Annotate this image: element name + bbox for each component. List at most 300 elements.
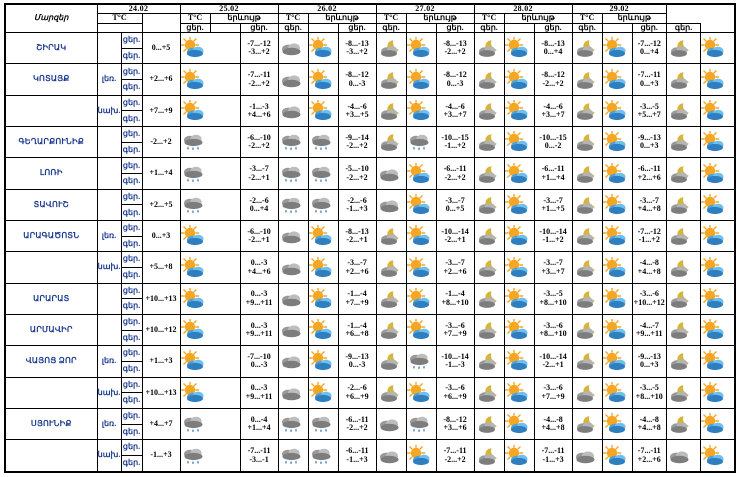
icon-day-2 — [406, 377, 436, 408]
temp-range-5: -7...-12 0...+4 — [632, 33, 666, 64]
icon-day-4 — [602, 314, 632, 345]
row-label-day: ցեր. — [121, 33, 142, 49]
icon-night-5 — [666, 158, 700, 189]
temp-range-2: -1...-4 +7...+9 — [338, 283, 376, 314]
region-subzone: լեռ. — [97, 221, 121, 252]
temp-header-4: T°C — [474, 14, 504, 23]
icon-day-1 — [308, 64, 338, 95]
icon-day0 — [180, 314, 240, 345]
region-subzone: լեռ. — [97, 346, 121, 377]
temp-range-4: -7...-11 -1...+3 — [534, 440, 572, 472]
icon-night-2 — [376, 283, 406, 314]
icon-night-2 — [376, 314, 406, 345]
icon-day-4 — [602, 64, 632, 95]
icon-day-1 — [308, 408, 338, 439]
table-row — [5, 252, 735, 268]
icon-day-1 — [308, 283, 338, 314]
icon-day-2 — [406, 221, 436, 252]
icon-night-3 — [474, 283, 504, 314]
temp-range-4: -3...-5 +8...+10 — [534, 283, 572, 314]
spacer-temp-3 — [406, 23, 436, 32]
icon-night-1 — [278, 408, 308, 439]
row-label-night: գեր. — [121, 268, 142, 284]
icon-night-4 — [572, 158, 602, 189]
temp-range-2: -9...-13 0...-3 — [338, 346, 376, 377]
icon-night-3 — [474, 346, 504, 377]
day-header-4: 28.02 — [474, 4, 572, 14]
temp-range-3: -10...-14 -2...+1 — [436, 221, 474, 252]
row-label-day: ցեր. — [121, 221, 142, 237]
spacer-temp-5 — [602, 23, 632, 32]
icon-night-4 — [572, 33, 602, 64]
temp-range-4: -3...-7 +3...+7 — [534, 252, 572, 283]
icon-day-3 — [504, 252, 534, 283]
icon-night-3 — [474, 189, 504, 220]
icon-night-4 — [572, 221, 602, 252]
temp-range-2: -6...-11 -2...+2 — [338, 408, 376, 439]
row-label-night: գեր. — [121, 299, 142, 315]
temp-range-1: 0...-3 +4...+6 — [240, 252, 278, 283]
row-label-night: գեր. — [121, 236, 142, 252]
icon-day0 — [180, 377, 240, 408]
temp-day0: +10...+12 — [142, 314, 180, 345]
icon-night-3 — [474, 64, 504, 95]
spacer-temp-2 — [308, 23, 338, 32]
temp-day0: +1...+4 — [142, 158, 180, 189]
icon-day-5 — [701, 33, 735, 64]
temp-range-5: -3...-5 +5...+7 — [632, 95, 666, 126]
temp-range-4: -10...-14 -2...+1 — [534, 346, 572, 377]
temp-range-1: -7...-10 0...-3 — [240, 346, 278, 377]
temp-range-4: -4...-8 +4...+8 — [534, 408, 572, 439]
icon-day-4 — [602, 33, 632, 64]
temp-range-1: -7...-12 -3...+2 — [240, 33, 278, 64]
row-label-day: ցեր. — [121, 314, 142, 330]
row-label-night: գեր. — [121, 455, 142, 472]
time-night-4: գեր. — [572, 23, 602, 32]
icon-day-2 — [406, 408, 436, 439]
table-row — [5, 283, 735, 299]
icon-day-3 — [504, 283, 534, 314]
icon-night-3 — [474, 221, 504, 252]
icon-night-5 — [666, 252, 700, 283]
icon-night-3 — [474, 33, 504, 64]
row-label-day: ցեր. — [121, 377, 142, 393]
icon-day0 — [180, 33, 240, 64]
icon-day-2 — [406, 127, 436, 158]
icon-day-5 — [701, 408, 735, 439]
icon-night-3 — [474, 408, 504, 439]
icon-night-2 — [376, 377, 406, 408]
time-day-2: ցեր. — [338, 23, 376, 32]
icon-night-3 — [474, 127, 504, 158]
temp-range-4: -3...-6 +7...+9 — [534, 377, 572, 408]
icon-day-4 — [602, 377, 632, 408]
table-row — [5, 221, 735, 237]
weather-forecast-table — [4, 3, 736, 473]
icon-day-4 — [602, 221, 632, 252]
temp-header-0: T°C — [97, 14, 142, 23]
temp-range-2: -3...-7 +2...+6 — [338, 252, 376, 283]
icon-night-1 — [278, 252, 308, 283]
region-name: ԱՐԱՐԱՏ — [5, 283, 97, 314]
temp-header-1: T°C — [180, 14, 210, 23]
icon-night-2 — [376, 408, 406, 439]
icon-day-1 — [308, 158, 338, 189]
icon-day-2 — [406, 283, 436, 314]
temp-range-1: -2...-6 0...+4 — [240, 189, 278, 220]
icon-day-4 — [602, 440, 632, 472]
spacer-0 — [142, 14, 180, 33]
icon-night-2 — [376, 221, 406, 252]
temp-range-3: -7...-11 -2...+2 — [436, 440, 474, 472]
temp-day0: +4...+7 — [142, 408, 180, 439]
table-row — [5, 64, 735, 80]
time-day-1: ցեր. — [240, 23, 278, 32]
icon-day-5 — [701, 346, 735, 377]
icon-day-3 — [504, 95, 534, 126]
icon-night-5 — [666, 95, 700, 126]
temp-range-3: -8...-12 0...-3 — [436, 64, 474, 95]
icon-night-4 — [572, 377, 602, 408]
icon-day-1 — [308, 33, 338, 64]
icon-day-5 — [701, 189, 735, 220]
spacer-temp-4 — [504, 23, 534, 32]
temp-range-5: -4...-7 +9...+11 — [632, 314, 666, 345]
icon-night-5 — [666, 314, 700, 345]
icon-night-4 — [572, 189, 602, 220]
icon-day-4 — [602, 346, 632, 377]
icon-day0 — [180, 158, 240, 189]
icon-day-2 — [406, 33, 436, 64]
icon-night-4 — [572, 314, 602, 345]
icon-day-5 — [701, 252, 735, 283]
temp-range-2: -8...-12 0...-3 — [338, 64, 376, 95]
icon-night-3 — [474, 314, 504, 345]
region-name: ԿՈՏԱՅՔ — [5, 64, 97, 95]
icon-night-2 — [376, 33, 406, 64]
icon-night-5 — [666, 64, 700, 95]
icon-day0 — [180, 221, 240, 252]
temp-range-3: -10...-15 -1...+2 — [436, 127, 474, 158]
icon-night-4 — [572, 440, 602, 472]
icon-night-1 — [278, 189, 308, 220]
region-name — [5, 252, 97, 283]
icon-night-1 — [278, 33, 308, 64]
icon-day0 — [180, 95, 240, 126]
region-subzone: լեռ. — [97, 408, 121, 439]
icon-day-5 — [701, 377, 735, 408]
region-subzone: լեռ. — [97, 64, 121, 95]
row-label-night: գեր. — [121, 111, 142, 127]
region-subzone — [97, 189, 121, 220]
row-label-night: գեր. — [121, 330, 142, 346]
table-row — [5, 95, 735, 111]
row-label-day: ցեր. — [121, 283, 142, 299]
region-subzone: նախ. — [97, 252, 121, 283]
icon-day-1 — [308, 440, 338, 472]
icon-night-4 — [572, 252, 602, 283]
icon-night-5 — [666, 440, 700, 472]
temp-range-5: -7...-12 -1...+2 — [632, 221, 666, 252]
row-label-day: ցեր. — [121, 408, 142, 424]
temp-range-4: -8...-12 -2...+2 — [534, 64, 572, 95]
row-label-day: ցեր. — [121, 346, 142, 362]
table-row — [5, 33, 735, 49]
icon-night-1 — [278, 377, 308, 408]
temp-range-2: -8...-13 -2...+1 — [338, 221, 376, 252]
icon-night-1 — [278, 346, 308, 377]
icon-day0 — [180, 346, 240, 377]
region-name: ԱՐՄԱՎԻՐ — [5, 314, 97, 345]
day-header-2: 26.02 — [278, 4, 376, 14]
icon-day0 — [180, 189, 240, 220]
icon-day-3 — [504, 64, 534, 95]
temp-range-5: -4...-8 +4...+8 — [632, 408, 666, 439]
region-subzone: նախ. — [97, 95, 121, 126]
icon-day-4 — [602, 127, 632, 158]
temp-range-2: -1...-4 +6...+8 — [338, 314, 376, 345]
icon-day-1 — [308, 346, 338, 377]
icon-night-4 — [572, 64, 602, 95]
icon-day-5 — [701, 127, 735, 158]
icon-night-1 — [278, 283, 308, 314]
row-label-day: ցեր. — [121, 252, 142, 268]
temp-day0: -1...+3 — [142, 440, 180, 472]
region-subzone: նախ. — [97, 440, 121, 472]
icon-day0 — [180, 127, 240, 158]
icon-day-3 — [504, 33, 534, 64]
icon-day-3 — [504, 346, 534, 377]
icon-night-5 — [666, 221, 700, 252]
icon-night-4 — [572, 95, 602, 126]
temp-range-2: -4...-6 +3...+5 — [338, 95, 376, 126]
region-subzone — [97, 33, 121, 64]
icon-day-4 — [602, 408, 632, 439]
icon-day-2 — [406, 440, 436, 472]
icon-day-5 — [701, 64, 735, 95]
icon-day-1 — [308, 377, 338, 408]
corner-title: Մարզեր — [5, 4, 97, 33]
table-row — [5, 346, 735, 362]
temp-range-2: -5...-10 -2...+2 — [338, 158, 376, 189]
temp-header-5: T°C — [572, 14, 602, 23]
time-night-2: գեր. — [376, 23, 406, 32]
table-head — [5, 4, 735, 33]
temp-day0: 0...+3 — [142, 221, 180, 252]
row-label-day: ցեր. — [121, 64, 142, 80]
table-row — [5, 189, 735, 205]
icon-night-5 — [666, 189, 700, 220]
phen-header-2: երևույթ — [308, 14, 376, 23]
temp-range-5: -3...-6 +10...+12 — [632, 283, 666, 314]
icon-day-2 — [406, 95, 436, 126]
temp-range-4: -3...-6 +8...+10 — [534, 314, 572, 345]
icon-day-2 — [406, 64, 436, 95]
temp-range-1: -7...-11 -2...+2 — [240, 64, 278, 95]
icon-day-1 — [308, 127, 338, 158]
spacer-temp-0 — [97, 23, 142, 32]
icon-day-5 — [701, 95, 735, 126]
time-night-5: գեր. — [666, 23, 700, 32]
icon-night-3 — [474, 252, 504, 283]
temp-day0: +2...+6 — [142, 64, 180, 95]
icon-day-2 — [406, 158, 436, 189]
region-name — [5, 440, 97, 472]
icon-day-4 — [602, 283, 632, 314]
temp-range-2: -2...-6 -1...+3 — [338, 189, 376, 220]
temp-range-2: -2...-6 +6...+9 — [338, 377, 376, 408]
row-label-night: գեր. — [121, 205, 142, 221]
time-day-4: ցեր. — [534, 23, 572, 32]
icon-day0 — [180, 283, 240, 314]
temp-range-3: -3...-6 +6...+9 — [436, 377, 474, 408]
temp-range-1: -6...-10 -2...+2 — [240, 127, 278, 158]
icon-night-5 — [666, 346, 700, 377]
time-night-3: գեր. — [474, 23, 504, 32]
day-header-5: 29.02 — [572, 4, 666, 14]
icon-day-3 — [504, 408, 534, 439]
row-label-night: գեր. — [121, 48, 142, 64]
icon-night-5 — [666, 33, 700, 64]
day-header-0: 24.02 — [97, 4, 180, 14]
temp-range-1: 0...-3 +9...+11 — [240, 314, 278, 345]
region-name: ՍՅՈՒՆԻՔ — [5, 408, 97, 439]
temp-range-4: -10...-15 0...-2 — [534, 127, 572, 158]
region-subzone — [97, 283, 121, 314]
temp-day0: +2...+5 — [142, 189, 180, 220]
icon-day-4 — [602, 252, 632, 283]
icon-day-3 — [504, 314, 534, 345]
icon-day0 — [180, 408, 240, 439]
region-name: ԱՐԱԳԱԾՈՏՆ — [5, 221, 97, 252]
phen-header-1: երևույթ — [210, 14, 278, 23]
region-subzone — [97, 314, 121, 345]
temp-range-1: 0...-4 +1...+4 — [240, 408, 278, 439]
icon-night-4 — [572, 346, 602, 377]
icon-night-2 — [376, 64, 406, 95]
temp-range-3: -10...-14 -1...-3 — [436, 346, 474, 377]
temp-range-2: -8...-13 -3...+2 — [338, 33, 376, 64]
icon-night-3 — [474, 158, 504, 189]
region-name: ԳԵՂԱՐՔՈՒՆԻՔ — [5, 127, 97, 158]
icon-night-4 — [572, 408, 602, 439]
region-subzone: նախ. — [97, 377, 121, 408]
icon-day0 — [180, 252, 240, 283]
icon-day0 — [180, 440, 240, 472]
day-header-1: 25.02 — [180, 4, 278, 14]
time-day-0: ցեր. — [180, 23, 210, 32]
temp-range-4: -10...-14 -1...+2 — [534, 221, 572, 252]
icon-night-2 — [376, 346, 406, 377]
temp-range-3: -3...-7 0...+5 — [436, 189, 474, 220]
icon-night-2 — [376, 158, 406, 189]
icon-night-1 — [278, 314, 308, 345]
temp-day0: +10...+13 — [142, 283, 180, 314]
icon-day-2 — [406, 252, 436, 283]
region-name — [5, 377, 97, 408]
time-day-3: ցեր. — [436, 23, 474, 32]
icon-night-1 — [278, 64, 308, 95]
temp-range-5: -6...-11 +2...+6 — [632, 158, 666, 189]
header-row-sub — [5, 14, 735, 23]
icon-day-3 — [504, 158, 534, 189]
icon-day-5 — [701, 158, 735, 189]
region-name: ԼՈՌԻ — [5, 158, 97, 189]
icon-night-1 — [278, 221, 308, 252]
icon-night-4 — [572, 127, 602, 158]
temp-range-1: 0...-3 +9...+11 — [240, 377, 278, 408]
temp-header-3: T°C — [376, 14, 406, 23]
temp-range-3: -1...-4 +8...+10 — [436, 283, 474, 314]
temp-range-5: -7...-11 0...+3 — [632, 64, 666, 95]
icon-day-3 — [504, 189, 534, 220]
icon-day-4 — [602, 158, 632, 189]
icon-night-5 — [666, 408, 700, 439]
row-label-night: գեր. — [121, 393, 142, 409]
table-row — [5, 127, 735, 143]
temp-range-2: -9...-14 -2...+2 — [338, 127, 376, 158]
temp-range-5: -9...-13 0...+3 — [632, 127, 666, 158]
icon-day-1 — [308, 221, 338, 252]
icon-night-2 — [376, 189, 406, 220]
row-label-day: ցեր. — [121, 440, 142, 456]
temp-range-1: 0...-3 +9...+11 — [240, 283, 278, 314]
row-label-night: գեր. — [121, 80, 142, 96]
icon-day-2 — [406, 346, 436, 377]
table-row — [5, 408, 735, 424]
icon-night-5 — [666, 127, 700, 158]
icon-day-5 — [701, 314, 735, 345]
phen-header-3: երևույթ — [406, 14, 474, 23]
time-day-5: ցեր. — [632, 23, 666, 32]
region-name: ՇԻՐԱԿ — [5, 33, 97, 64]
temp-range-1: -3...-7 -2...+1 — [240, 158, 278, 189]
icon-day-3 — [504, 221, 534, 252]
icon-day-4 — [602, 189, 632, 220]
icon-day-2 — [406, 314, 436, 345]
temp-range-4: -3...-7 +1...+5 — [534, 189, 572, 220]
phen-header-4: երևույթ — [504, 14, 572, 23]
day-header-3: 27.02 — [376, 4, 474, 14]
row-label-day: ցեր. — [121, 127, 142, 143]
icon-night-3 — [474, 95, 504, 126]
row-label-day: ցեր. — [121, 95, 142, 111]
icon-night-5 — [666, 377, 700, 408]
icon-day-1 — [308, 252, 338, 283]
temp-range-4: -6...-11 +1...+4 — [534, 158, 572, 189]
table-row — [5, 440, 735, 456]
temp-range-3: -4...-6 +3...+7 — [436, 95, 474, 126]
table-row — [5, 158, 735, 174]
table-row — [5, 377, 735, 393]
temp-range-5: -4...-8 +4...+8 — [632, 252, 666, 283]
temp-range-3: -8...-12 +3...+6 — [436, 408, 474, 439]
table-body — [5, 33, 735, 472]
temp-range-3: -3...-7 +2...+6 — [436, 252, 474, 283]
icon-day-5 — [701, 221, 735, 252]
row-label-night: գեր. — [121, 424, 142, 440]
spacer-temp-1 — [210, 23, 240, 32]
temp-day0: +10...+13 — [142, 377, 180, 408]
temp-day0: 0...+5 — [142, 33, 180, 64]
region-name: ՏԱՎՈՒՇ — [5, 189, 97, 220]
icon-day0 — [180, 64, 240, 95]
time-night-1: գեր. — [278, 23, 308, 32]
icon-day-3 — [504, 377, 534, 408]
temp-range-3: -8...-13 -2...+2 — [436, 33, 474, 64]
icon-night-2 — [376, 252, 406, 283]
